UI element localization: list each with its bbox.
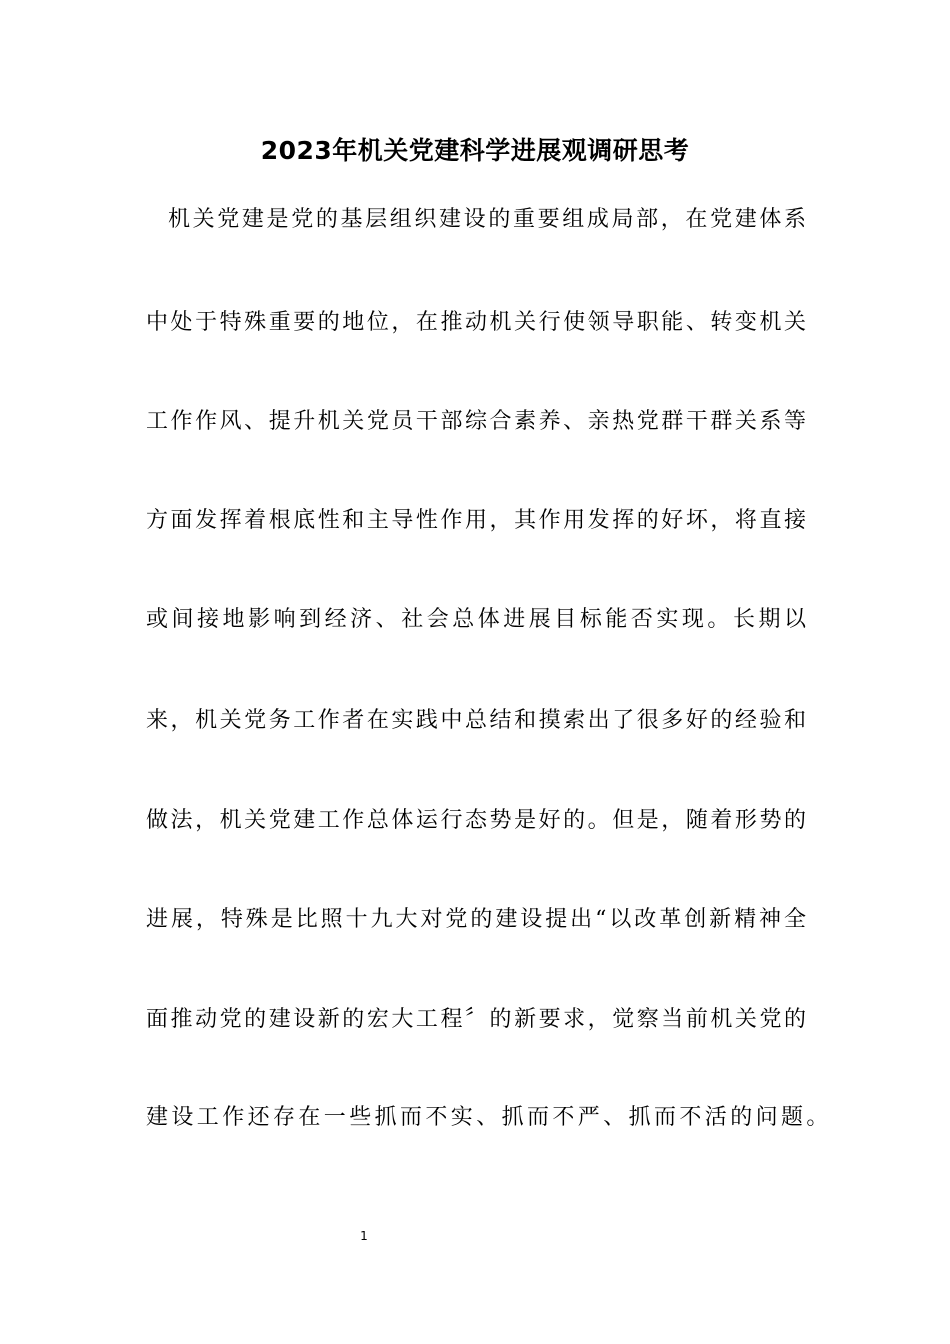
paragraph-line: 建设工作还存在一些抓而不实、抓而不严、抓而不活的问题。 (146, 1105, 832, 1130)
paragraph-line: 面推动党的建设新的宏大工程〞的新要求，觉察当前机关党的 (146, 1007, 806, 1032)
paragraph-line: 或间接地影响到经济、社会总体进展目标能否实现。长期以 (146, 607, 806, 632)
paragraph-line: 工作作风、提升机关党员干部综合素养、亲热党群干群关系等 (146, 409, 806, 434)
paragraph-line: 中处于特殊重要的地位，在推动机关行使领导职能、转变机关 (146, 310, 806, 335)
paragraph-line: 做法，机关党建工作总体运行态势是好的。但是，随着形势的 (146, 808, 806, 833)
document-title: 2023年机关党建科学进展观调研思考 (260, 136, 690, 165)
paragraph-line: 方面发挥着根底性和主导性作用，其作用发挥的好坏，将直接 (146, 508, 806, 533)
paragraph-line: 机关党建是党的基层组织建设的重要组成局部，在党建体系 (168, 207, 806, 232)
page-number: 1 (360, 1229, 368, 1243)
paragraph-line: 来，机关党务工作者在实践中总结和摸索出了很多好的经验和 (146, 708, 806, 733)
paragraph-line: 进展，特殊是比照十九大对党的建设提出“以改革创新精神全 (146, 907, 806, 932)
